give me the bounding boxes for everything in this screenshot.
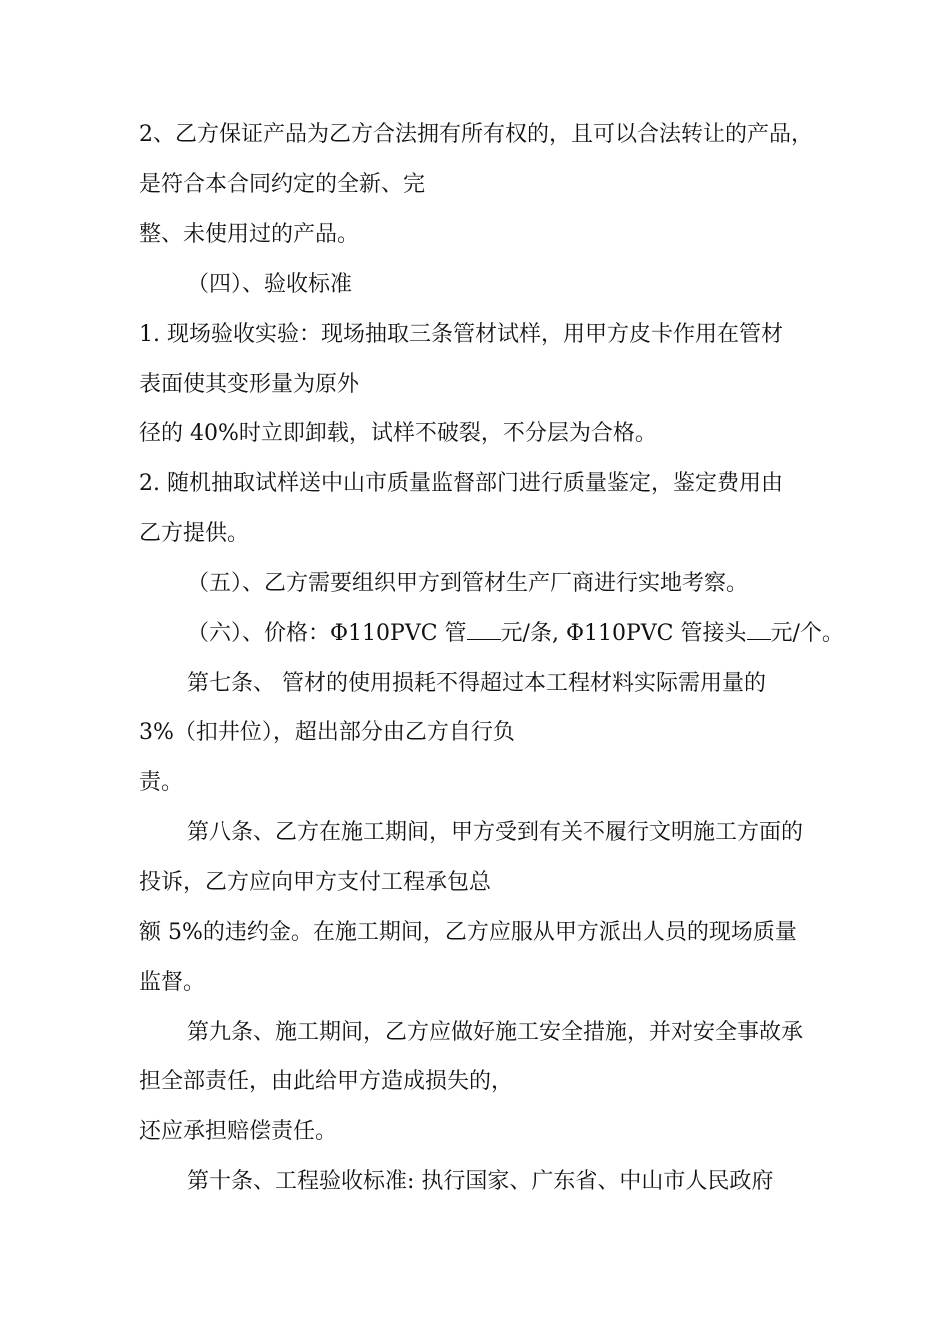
doc-line: 额 5%的违约金。在施工期间，乙方应服从甲方派出人员的现场质量 bbox=[139, 920, 797, 945]
article-line: 第七条、 管材的使用损耗不得超过本工程材料实际需用量的 bbox=[187, 671, 766, 696]
doc-line: 2、乙方保证产品为乙方合法拥有所有权的，且可以合法转让的产品， bbox=[139, 122, 813, 147]
price-unit-1: 元/条, Φ110PVC 管接头 bbox=[500, 621, 747, 646]
doc-line: 整、未使用过的产品。 bbox=[139, 222, 360, 247]
doc-line: 投诉，乙方应向甲方支付工程承包总 bbox=[139, 870, 492, 895]
doc-line: 表面使其变形量为原外 bbox=[139, 372, 360, 397]
section-heading: （四）、验收标准 bbox=[187, 272, 353, 297]
article-line: 第八条、乙方在施工期间，甲方受到有关不履行文明施工方面的 bbox=[187, 820, 804, 845]
doc-line: 监督。 bbox=[139, 970, 206, 995]
doc-line: 还应承担赔偿责任。 bbox=[139, 1119, 338, 1144]
price-unit-2: 元/个。 bbox=[770, 621, 844, 646]
price-prefix: （六）、价格：Φ110PVC 管 bbox=[187, 621, 467, 646]
doc-line: 是符合本合同约定的全新、完 bbox=[139, 172, 426, 197]
doc-line: 担全部责任，由此给甲方造成损失的， bbox=[139, 1069, 514, 1094]
doc-line: 乙方提供。 bbox=[139, 521, 250, 546]
article-line: 第十条、工程验收标准: 执行国家、广东省、中山市人民政府 bbox=[187, 1169, 774, 1194]
price-line bbox=[187, 619, 844, 649]
price-blank-1 bbox=[467, 619, 501, 640]
article-line: 第九条、施工期间，乙方应做好施工安全措施，并对安全事故承 bbox=[187, 1020, 804, 1045]
doc-line: 径的 40%时立即卸载，试样不破裂，不分层为合格。 bbox=[139, 421, 657, 446]
doc-line: 2. 随机抽取试样送中山市质量监督部门进行质量鉴定，鉴定费用由 bbox=[139, 471, 783, 496]
price-blank-2 bbox=[747, 619, 771, 640]
doc-line: 责。 bbox=[139, 770, 184, 795]
section-heading: （五）、乙方需要组织甲方到管材生产厂商进行实地考察。 bbox=[187, 571, 749, 596]
doc-line: 1. 现场验收实验：现场抽取三条管材试样，用甲方皮卡作用在管材 bbox=[139, 322, 783, 347]
doc-line: 3%（扣井位），超出部分由乙方自行负 bbox=[139, 720, 515, 745]
